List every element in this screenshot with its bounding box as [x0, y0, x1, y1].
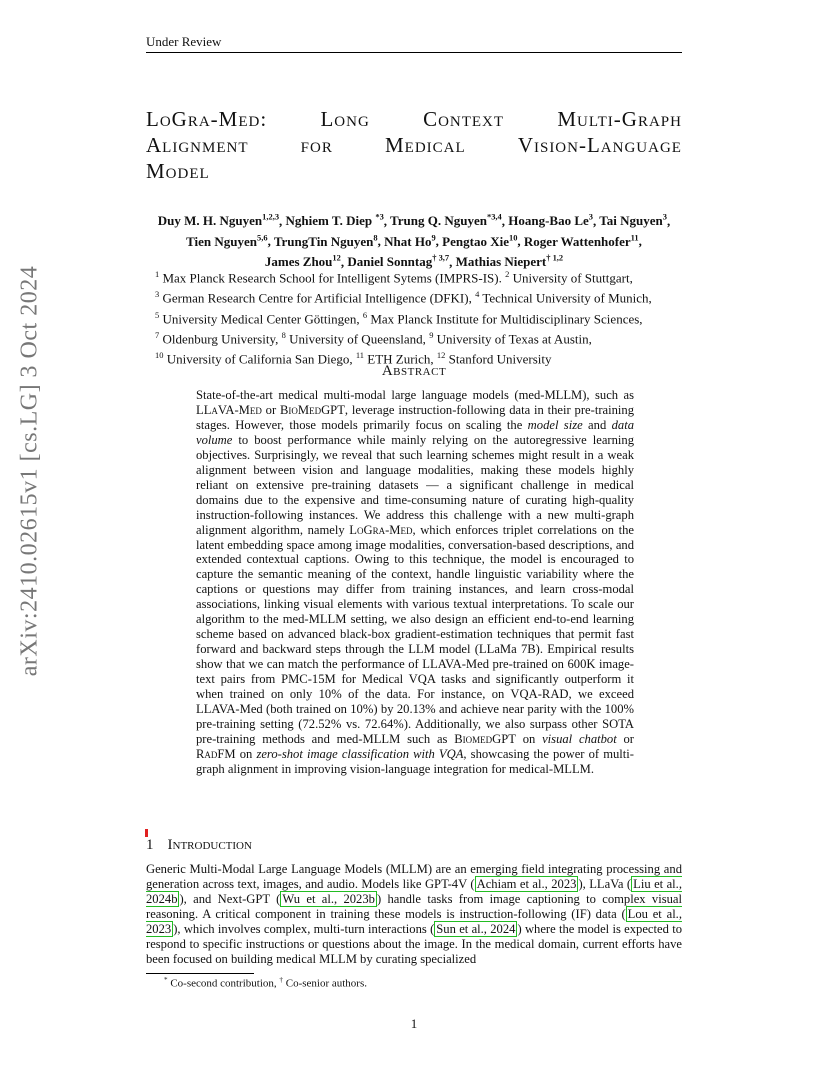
title-word: Model [146, 159, 210, 183]
affiliation-line: $^7$ Oldenburg University, $^8$ University of Queensland, $^9$ University of Texas at Austin, [155, 329, 592, 347]
affiliation-line: $^1$ Max Planck Research School for Intelligent Sytems (IMPRS-IS). $^2$ University of Stuttgart, [155, 269, 633, 286]
title-word: Multi-Graph [557, 107, 682, 131]
author: Roger Wattenhofer$^{11}$ [523, 232, 639, 249]
section-number: 1 [146, 837, 154, 853]
author: James Zhou$^{12}$ [264, 252, 341, 269]
citation-link[interactable]: Achiam et al., 2023 [476, 876, 577, 891]
abstract-body: State-of-the-art medical multi-modal large language models (med-MLLM), such as LLaVA-Med or BioMedGPT, leverage instruction-following data in their pre-training stages. However, those models primarily focus on scaling the model size and data volume to boost performance while mainly relying on the autoregressive learning objectives. Surprisingly, we reveal that such learning schemes might result in a weak alignment between vision and language modalities, making these models highly reliant on extensive pre-training datasets — a significant challenge in medical domains due to the expensive and time-consuming nature of curating high-quality instruction-following instances. We address this challenge with a new multi-graph alignment algorithm, namely LoGra-Med, which enforces triplet correlations on the latent embedding space among image modalities, conversation-based descriptions, and extended contextual captions. Owing to this technique, the model is encouraged to capture the semantic meaning of the context, handle linguistic variability where the captions or questions may differ from training instances, and learn cross-modal associations, linking visual elements with various textual interpretations. To scale our algorithm to the med-MLLM setting, we also design an efficient end-to-end learning scheme based on advanced black-box gradient-estimation techniques that permit fast forward and backward steps through the LLM model (LLaMa 7B). Empirical results show that we can match the performance of LLAVA-Med pre-trained on 600K image-text pairs from PMC-15M for Medical VQA tasks and significantly outperform it when trained on only 10% of the data. For instance, on VQA-RAD, we exceed LLAVA-Med (both trained on 10%) by 20.13% and achieve near parity with the 100% pre-training setting (72.52% vs. 72.64%). Additionally, we also surpass other SOTA pre-training methods and med-MLLM such as BiomedGPT on visual chatbot or RadFM on zero-shot image classification with VQA, showcasing the power of multi-graph alignment in improving vision-language integration for medical-MLLM. [196, 388, 634, 776]
affiliations [155, 266, 682, 368]
author: TrungTin Nguyen$^8$ [273, 232, 378, 249]
title-line-3 [146, 158, 682, 184]
footnote: * Co-second contribution, † Co-senior authors. [164, 976, 367, 990]
author: Nhat Ho$^9$ [384, 232, 436, 249]
title-word: Medical [384, 133, 466, 157]
running-header: Under Review [146, 34, 222, 49]
author: Nghiem T. Diep $^{*3}$ [285, 212, 384, 229]
title-word: Context [423, 107, 505, 131]
author: Trung Q. Nguyen$^{*3,4}$ [390, 212, 502, 229]
author: Tien Nguyen$^{5,6}$ [186, 232, 268, 249]
title-word: Alignment [146, 133, 249, 157]
title-line-2 [146, 132, 682, 158]
citation-link[interactable]: Wu et al., 2023b [282, 891, 375, 906]
title-word: Vision-Language [517, 133, 682, 157]
abstract-heading: Abstract [381, 363, 447, 379]
paper-title [146, 106, 682, 184]
annotation-marker [145, 829, 148, 837]
arxiv-id-text: arXiv:2410.02615v1 [cs.LG] 3 Oct 2024 [16, 265, 43, 676]
citation-link[interactable]: Liu et al., 2024b [146, 876, 682, 906]
title-line-1 [146, 106, 682, 132]
section-heading [146, 837, 252, 854]
intro-paragraph: Generic Multi-Modal Large Language Models (MLLM) are an emerging field integrating processing and generation across text, images, and audio. Models like GPT-4V ( Achiam et al., 2023 ), LLaVa ( Liu et al., 2024b ), and Next-GPT ( Wu et al., 2023b ) handle tasks from image captioning to complex visual reasoning. A critical component in training these models is instruction-following (IF) data ( Lou et al., 2023 ), which involves complex, multi-turn interactions ( Sun et al., 2024 ) where the model is expected to respond to specific instructions or questions about the image. In the medical domain, current efforts have been focused on building medical MLLM by curating specialized [146, 862, 682, 966]
affiliation-line: $^5$ University Medical Center Göttingen, $^6$ Max Planck Institute for Multidisciplinary Sciences, [155, 309, 643, 326]
page-number: 1 [410, 1016, 418, 1031]
title-word: Long [320, 107, 370, 131]
affiliation-line: $^3$ German Research Centre for Artificial Intelligence (DFKI), $^4$ Technical University of Munich, [155, 289, 652, 306]
citation-link[interactable]: Lou et al., 2023 [146, 906, 682, 936]
header-rule [146, 52, 682, 53]
title-word: LoGra-Med: [146, 107, 268, 131]
author: Duy M. H. Nguyen$^{1,2,3}$ [157, 212, 280, 229]
author: Daniel Sonntag$^{\dagger 3,7}$ [347, 252, 450, 269]
citation-link[interactable]: Sun et al., 2024 [436, 921, 516, 936]
section-title: Introduction [167, 837, 252, 853]
arxiv-side-tag [12, 265, 48, 676]
author: Pengtao Xie$^{10}$ [442, 232, 518, 249]
author-list: Duy M. H. Nguyen$^{1,2,3}$, Nghiem T. Diep $^{*3}$, Trung Q. Nguyen$^{*3,4}$, Hoang-Bao Le$^3$, Tai Nguyen$^3$, Tien Nguyen$^{5,6}$, TrungTin Nguyen$^8$, Nhat Ho$^9$, Pengtao Xie$^{10}$, Roger Wattenhofer$^{11}$, James Zhou$^{12}$, Daniel Sonntag$^{\dagger 3,7}$, Mathias Niepert$^{\dagger 1,2}$ [157, 212, 671, 269]
affiliation-line: $^{10}$ University of California San Diego, $^{11}$ ETH Zurich, $^{12}$ Stanford University [155, 350, 552, 367]
title-word: for [300, 133, 333, 157]
author: Tai Nguyen$^3$ [599, 212, 667, 229]
author: Mathias Niepert$^{\dagger 1,2}$ [455, 252, 564, 269]
footnote-rule [146, 973, 254, 974]
author: Hoang-Bao Le$^3$ [508, 212, 593, 229]
